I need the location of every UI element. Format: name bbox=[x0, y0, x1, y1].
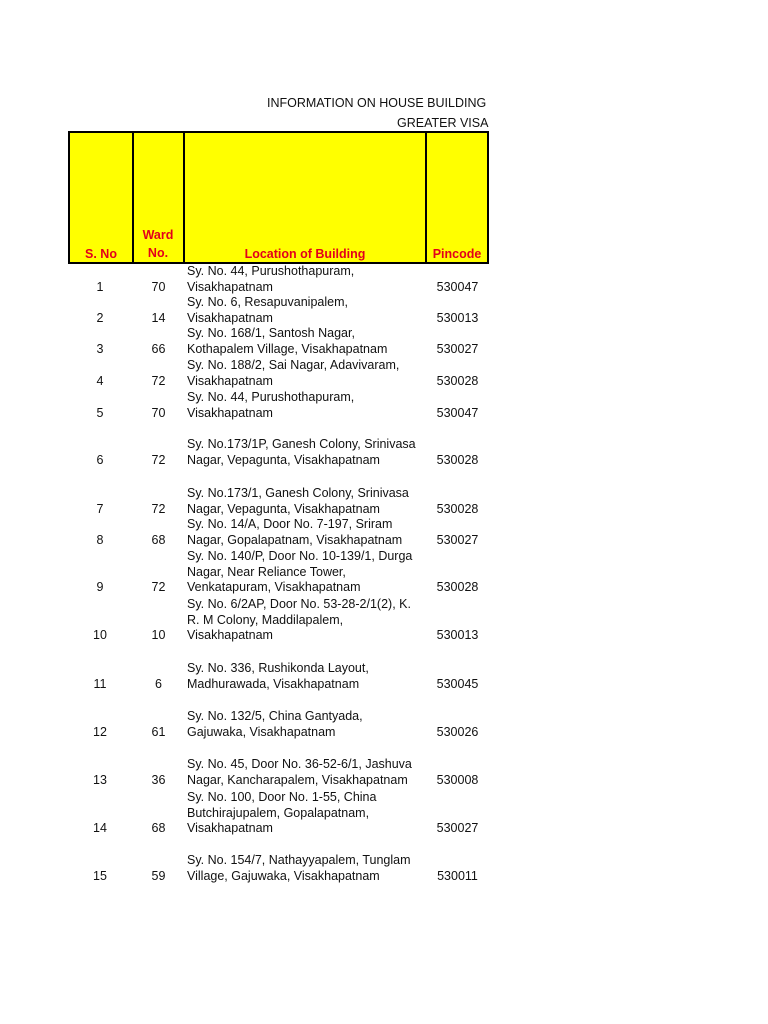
table-row bbox=[0, 517, 768, 548]
cell-ward: 14 bbox=[151, 310, 166, 325]
cell-ward: 36 bbox=[151, 772, 166, 787]
table-row bbox=[0, 326, 768, 357]
cell-ward: 72 bbox=[151, 580, 166, 595]
header-col-sno bbox=[70, 133, 134, 262]
cell-pincode: 530028 bbox=[436, 580, 479, 595]
table-row bbox=[0, 597, 768, 644]
cell-sno: 5 bbox=[96, 405, 104, 420]
cell-pincode: 530027 bbox=[436, 821, 479, 836]
cell-pincode: 530008 bbox=[436, 772, 479, 787]
header-col-location bbox=[185, 133, 427, 262]
location-line: Sy. No. 168/1, Santosh Nagar, bbox=[187, 326, 355, 340]
location-line: Butchirajupalem, Gopalapatnam, bbox=[187, 805, 370, 820]
cell-pincode: 530047 bbox=[436, 405, 479, 420]
location-line: Sy. No.173/1P, Ganesh Colony, Srinivasa bbox=[187, 437, 416, 451]
cell-sno: 6 bbox=[96, 452, 104, 467]
location-line: Sy. No. 44, Purushothapuram, bbox=[187, 390, 355, 404]
table-row bbox=[0, 757, 768, 788]
table-row bbox=[0, 661, 768, 692]
cell-sno: 13 bbox=[93, 772, 107, 787]
cell-location bbox=[187, 437, 423, 468]
location-line: Sy. No. 14/A, Door No. 7-197, Sriram bbox=[187, 517, 393, 531]
cell-sno: 4 bbox=[96, 373, 104, 388]
cell-ward: 70 bbox=[151, 405, 166, 420]
table-row bbox=[0, 358, 768, 389]
cell-pincode: 530028 bbox=[436, 501, 479, 516]
cell-location bbox=[187, 709, 423, 740]
table-header bbox=[68, 131, 489, 264]
cell-ward: 59 bbox=[151, 868, 166, 883]
cell-sno: 12 bbox=[93, 724, 107, 739]
location-line: Visakhapatnam bbox=[187, 405, 273, 420]
cell-pincode: 530027 bbox=[436, 532, 479, 547]
cell-sno: 11 bbox=[93, 676, 107, 691]
cell-sno: 8 bbox=[96, 532, 104, 547]
cell-location bbox=[187, 486, 423, 517]
cell-location bbox=[187, 517, 423, 548]
location-line: Visakhapatnam bbox=[187, 373, 273, 388]
cell-location bbox=[187, 326, 423, 357]
cell-location bbox=[187, 661, 423, 692]
cell-pincode: 530026 bbox=[436, 724, 479, 739]
cell-sno: 2 bbox=[96, 310, 104, 325]
location-line: Gajuwaka, Visakhapatnam bbox=[187, 724, 336, 739]
cell-pincode: 530028 bbox=[436, 373, 479, 388]
location-line: Sy. No. 100, Door No. 1-55, China bbox=[187, 790, 377, 804]
cell-pincode: 530047 bbox=[436, 279, 479, 294]
header-sno-label: S. No bbox=[85, 247, 117, 261]
cell-pincode: 530045 bbox=[436, 676, 479, 691]
cell-ward: 68 bbox=[151, 821, 166, 836]
table-row bbox=[0, 390, 768, 421]
cell-sno: 14 bbox=[93, 821, 107, 836]
cell-pincode: 530013 bbox=[436, 310, 479, 325]
document-subtitle: GREATER VISA bbox=[397, 116, 489, 130]
location-line: Sy. No. 44, Purushothapuram, bbox=[187, 264, 355, 278]
cell-location bbox=[187, 597, 423, 644]
cell-ward: 72 bbox=[151, 452, 166, 467]
cell-ward: 68 bbox=[151, 532, 166, 547]
location-line: Nagar, Kancharapalem, Visakhapatnam bbox=[187, 772, 408, 787]
location-line: Visakhapatnam bbox=[187, 821, 273, 836]
table-row bbox=[0, 790, 768, 837]
header-col-pincode bbox=[427, 133, 487, 262]
cell-pincode: 530028 bbox=[436, 452, 479, 467]
cell-location bbox=[187, 358, 423, 389]
location-line: Madhurawada, Visakhapatnam bbox=[187, 676, 360, 691]
location-line: Sy. No.173/1, Ganesh Colony, Srinivasa bbox=[187, 486, 409, 500]
location-line: Nagar, Gopalapatnam, Visakhapatnam bbox=[187, 532, 403, 547]
table-row bbox=[0, 264, 768, 295]
cell-location bbox=[187, 549, 423, 596]
document-title: INFORMATION ON HOUSE BUILDING bbox=[267, 96, 487, 110]
cell-pincode: 530027 bbox=[436, 341, 479, 356]
cell-location bbox=[187, 295, 423, 326]
header-location-label: Location of Building bbox=[244, 247, 366, 261]
table-row bbox=[0, 853, 768, 884]
location-line: Visakhapatnam bbox=[187, 279, 273, 294]
cell-location bbox=[187, 757, 423, 788]
cell-ward: 72 bbox=[151, 501, 166, 516]
location-line: Sy. No. 336, Rushikonda Layout, bbox=[187, 661, 369, 675]
location-line: Sy. No. 45, Door No. 36-52-6/1, Jashuva bbox=[187, 757, 412, 771]
location-line: Sy. No. 6/2AP, Door No. 53-28-2/1(2), K. bbox=[187, 597, 411, 611]
table-row bbox=[0, 437, 768, 468]
cell-sno: 1 bbox=[96, 279, 104, 294]
location-line: Sy. No. 6, Resapuvanipalem, bbox=[187, 295, 348, 309]
table-row bbox=[0, 295, 768, 326]
cell-location bbox=[187, 390, 423, 421]
cell-sno: 15 bbox=[93, 868, 107, 883]
cell-location bbox=[187, 853, 423, 884]
location-line: Sy. No. 188/2, Sai Nagar, Adavivaram, bbox=[187, 358, 400, 372]
cell-ward: 70 bbox=[151, 279, 166, 294]
cell-ward: 61 bbox=[151, 724, 166, 739]
table-row bbox=[0, 709, 768, 740]
cell-ward: 6 bbox=[155, 676, 162, 691]
cell-location bbox=[187, 790, 423, 837]
location-line: Sy. No. 140/P, Door No. 10-139/1, Durga bbox=[187, 549, 413, 563]
cell-sno: 3 bbox=[96, 341, 104, 356]
header-pincode-label: Pincode bbox=[432, 247, 482, 261]
table-row bbox=[0, 486, 768, 517]
location-line: Village, Gajuwaka, Visakhapatnam bbox=[187, 868, 380, 883]
cell-sno: 10 bbox=[93, 628, 107, 643]
location-line: Nagar, Near Reliance Tower, bbox=[187, 564, 346, 579]
header-ward-label-line2: No. bbox=[147, 246, 169, 260]
cell-pincode: 530013 bbox=[436, 628, 479, 643]
location-line: Sy. No. 154/7, Nathayyapalem, Tunglam bbox=[187, 853, 411, 867]
cell-ward: 72 bbox=[151, 373, 166, 388]
cell-location bbox=[187, 264, 423, 295]
location-line: Visakhapatnam bbox=[187, 310, 273, 325]
table-row bbox=[0, 549, 768, 596]
cell-pincode: 530011 bbox=[437, 868, 478, 883]
location-line: Nagar, Vepagunta, Visakhapatnam bbox=[187, 452, 380, 467]
cell-sno: 9 bbox=[96, 580, 104, 595]
location-line: Nagar, Vepagunta, Visakhapatnam bbox=[187, 501, 380, 516]
location-line: Kothapalem Village, Visakhapatnam bbox=[187, 341, 388, 356]
location-line: Venkatapuram, Visakhapatnam bbox=[187, 580, 361, 595]
header-col-ward bbox=[133, 133, 185, 262]
location-line: Sy. No. 132/5, China Gantyada, bbox=[187, 709, 363, 723]
header-ward-label-line1: Ward bbox=[142, 228, 174, 242]
cell-sno: 7 bbox=[96, 501, 104, 516]
cell-ward: 10 bbox=[151, 628, 166, 643]
cell-ward: 66 bbox=[151, 341, 166, 356]
location-line: R. M Colony, Maddilapalem, bbox=[187, 612, 344, 627]
location-line: Visakhapatnam bbox=[187, 628, 273, 643]
